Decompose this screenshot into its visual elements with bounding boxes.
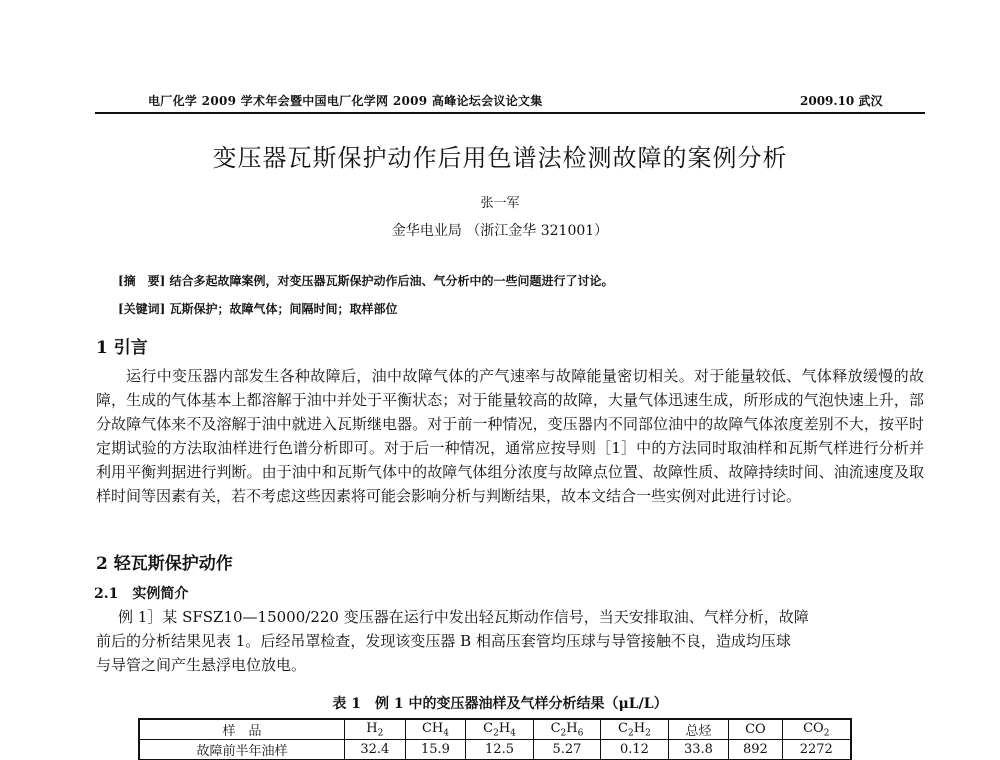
example-line-1: 例 1］某 SFSZ10—15000/220 变压器在运行中发出轻瓦斯动作信号，当天安排取油、气样分析，故障 (118, 608, 809, 626)
table-row (139, 740, 851, 760)
example-line-2: 前后的分析结果见表 1。后经吊罩检查，发现该变压器 B 相高压套管均压球与导管接触不良，造成均压球 (96, 632, 791, 650)
header-c2h4: $C_2H_4$ (466, 719, 533, 740)
header-c2h6: $C_2H_6$ (533, 719, 600, 740)
table-header-row (139, 719, 851, 740)
section-2-title: 2 轻瓦斯保护动作 (96, 554, 233, 574)
header-co: CO (729, 719, 782, 740)
abstract-tag: [摘 要] (118, 274, 166, 288)
abstract (118, 272, 614, 289)
cell-c2h4: 12.5 (466, 740, 533, 760)
section-1-title: 1 引言 (96, 338, 148, 358)
cell-total-hydrocarbon: 33.8 (668, 740, 729, 760)
cell-c2h2: 0.12 (601, 740, 668, 760)
affiliation: 金华电业局 （浙江金华 321001） (391, 223, 609, 239)
paper-title: 变压器瓦斯保护动作后用色谱法检测故障的案例分析 (212, 144, 788, 172)
running-header-left: 电厂化学 2009 学术年会暨中国电厂化学网 2009 高峰论坛会议论文集 (148, 94, 543, 108)
header-ch4: $CH_4$ (405, 719, 466, 740)
cell-ch4: 15.9 (405, 740, 466, 760)
results-table (138, 718, 852, 760)
header-co2: $CO_2$ (782, 719, 851, 740)
header-total-hydrocarbon: 总烃 (668, 719, 729, 740)
subsection-2-1-title: 2.1 实例简介 (94, 586, 189, 602)
header-sample: 样 品 (139, 719, 345, 740)
cell-c2h6: 5.27 (533, 740, 600, 760)
cell-h2: 32.4 (345, 740, 406, 760)
keywords (118, 300, 398, 317)
cell-sample: 故障前半年油样 (139, 740, 345, 760)
keywords-tag: [关键词] (118, 302, 166, 316)
header-c2h2: $C_2H_2$ (601, 719, 668, 740)
section-1-body: 运行中变压器内部发生各种故障后，油中故障气体的产气速率与故障能量密切相关。对于能量较低、气体释放缓慢的故障，生成的气体基本上都溶解于油中并处于平衡状态；对于能量较高的故障，大量气体迅速生成，所形成的气泡快速上升，部分故障气体来不及溶解于油中就进入瓦斯继电器。对于前一种情况，变压器内不同部位油中的故障气体浓度差别不大，按平时定期试验的方法取油样进行色谱分析即可。对于后一种情况，通常应按导则［1］中的方法同时取油样和瓦斯气样进行分析并利用平衡判据进行判断。由于油中和瓦斯气体中的故障气体组分浓度与故障点位置、故障性质、故障持续时间、油流速度及取样时间等因素有关，若不考虑这些因素将可能会影响分析与判断结果，故本文结合一些实例对此进行讨论。 (96, 367, 924, 505)
example-line-3: 与导管之间产生悬浮电位放电。 (96, 656, 307, 674)
cell-co2: 2272 (782, 740, 851, 760)
keywords-text: 瓦斯保护；故障气体；间隔时间；取样部位 (165, 302, 398, 316)
table-caption: 表 1 例 1 中的变压器油样及气样分析结果（μL/L） (332, 696, 668, 712)
cell-co: 892 (729, 740, 782, 760)
header-h2: $H_2$ (345, 719, 406, 740)
running-header-right: 2009.10 武汉 (800, 94, 883, 108)
abstract-text: 结合多起故障案例，对变压器瓦斯保护动作后油、气分析中的一些问题进行了讨论。 (165, 274, 614, 288)
header-rule (95, 112, 925, 114)
author: 张一军 (480, 196, 520, 211)
